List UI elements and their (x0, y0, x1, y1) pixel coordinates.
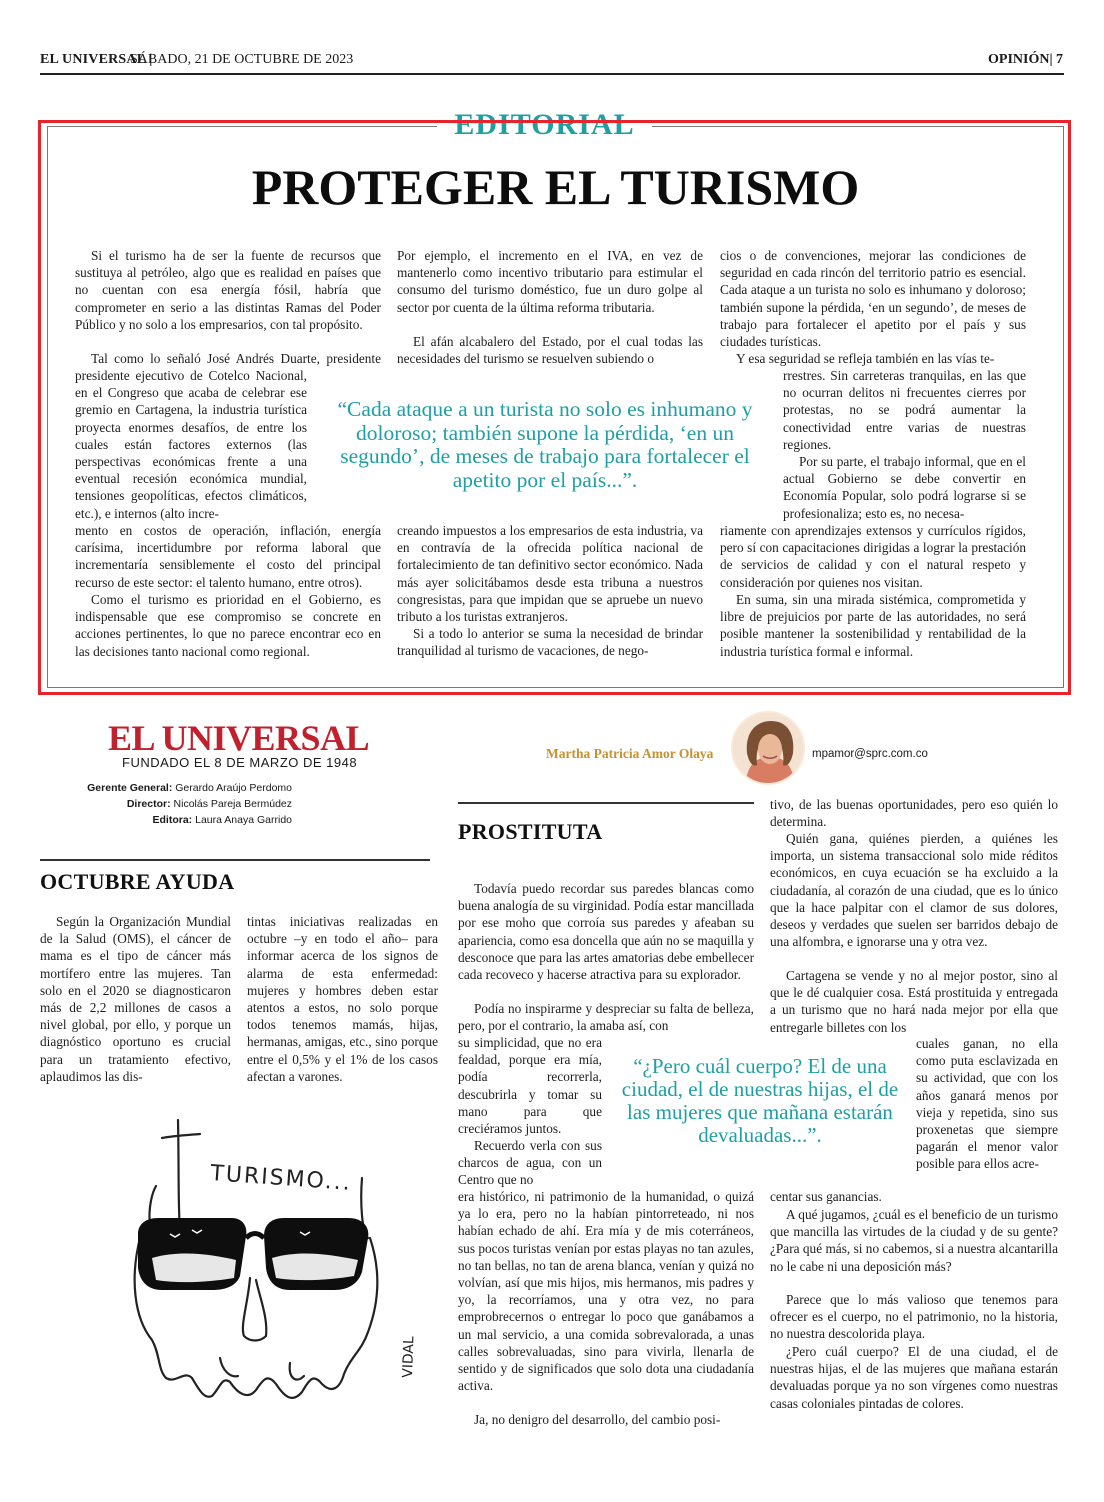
column-paragraph: era histórico, ni patrimonio de la humanidad, o quizá ya lo era, pero no la habían pintorreteado, ni nos habían echado de ahí. Era mía y de mis coterráneos, sus pocos turistas venían por estas playas no tan azules, no tan bellas, no tan de arena blanca, venían y quizá no volvían, así que mis hijos, mis hermanos, mis padres y yo, la recorríamos, una y otra vez, no para emprobrecernos o entregar lo poco que ganábamos a un mal servicio, a una comida sobrevalorada, a unas calles sobrevaluadas, sino para vivirla, llenarla de sentido y de significados que solo dota una ciudadanía activa. (458, 1189, 754, 1394)
octubre-paragraph: Según la Organización Mundial de la Salud (OMS), el cáncer de mama es el tipo de cáncer más mortífero entre las mujeres. Tan solo en el 2020 se diagnosticaron más de 2,2 millones de casos a nivel global, por ello, y porque un diagnóstico oportuno es crucial para un tratamiento efectivo, aplaudimos las dis- (40, 914, 231, 1084)
editorial-paragraph: Tal como lo señaló José Andrés Duarte, presidente (91, 351, 381, 366)
column-paragraph: cuales ganan, no ella como puta esclavizada en su actividad, que con los años ganará menos por vieja y repetida, sino sus proxenetas que siempre pagarán el menor valor posible para ellos acre- (916, 1036, 1058, 1172)
masthead-founded: FUNDADO EL 8 DE MARZO DE 1948 (122, 755, 358, 770)
header-section: OPINIÓN| 7 (988, 52, 1064, 67)
editorial-paragraph: Si el turismo ha de ser la fuente de recursos que sustituya al petróleo, algo que es realidad en países que no cuentan con esa energía fósil, habría que comprometer en serio a las distintas Ramas del Poder Público y no solo a los empresarios, con tal propósito. (75, 248, 381, 332)
header-paper-name: EL UNIVERSAL | (40, 52, 153, 67)
column-paragraph: Todavía puedo recordar sus paredes blancas como buena analogía de su virginidad. Podía estar mancillada por ese moho que corroía sus paredes y afeaban su apariencia, como esa doncella que aún no se maquilla y desconoce que para las artes amatorias debe embellecer cada recoveco y hacerse atractiva para su explorador. (458, 881, 754, 983)
editorial-paragraph: Por su parte, el trabajo informal, que en el actual Gobierno se debe convertir en Economía Popular, solo podrá lograrse si se profesionaliza; esto es, no necesa- (783, 454, 1026, 521)
editorial-paragraph: mento en costos de operación, inflación, energía carísima, incertidumbre por reforma laboral que incrementaría sensiblemente el costo del principal recurso de este sector: el talento humano, entre otros). (75, 523, 381, 590)
cartoon-signature: VIDAL (400, 1335, 418, 1379)
column-paragraph: Quién gana, quiénes pierden, a quiénes les importa, un sistema transaccional solo mide réditos económicos, en cuya ecuación se ha excluido a la ciudadanía, al corazón de una ciudad, que es lo único que la hace palpitar con el clamor de sus dolores, deseos y verdades que suelen ser barridos debajo de una alfombra, e ignorarse una y otra vez. (770, 831, 1058, 950)
highlight-frame (38, 120, 1071, 695)
author-avatar (731, 711, 805, 785)
staff-line: Editora: Laura Anaya Garrido (152, 814, 292, 826)
editorial-paragraph: Si a todo lo anterior se suma la necesidad de brindar tranquilidad al turismo de vacaciones, de nego- (397, 626, 703, 659)
column-paragraph: Podía no inspirarme y despreciar su falta de belleza, pero, por el contrario, la amaba así, con (458, 1001, 754, 1034)
author-email: mpamor@sprc.com.co (812, 748, 928, 760)
editorial-paragraph-wrap: presidente ejecutivo de Cotelco Nacional, en el Congreso que acaba de celebrar ese gremio en Cartagena, la industria turística proyecta enormes desafíos, de entre los cuales están factores externos (las perspectivas económicas frente a una eventual recesión económica mundial, tensiones geopolíticas, efectos climáticos, etc.), e internos (alto incre- (75, 368, 307, 521)
author-name: Martha Patricia Amor Olaya (546, 746, 714, 761)
editorial-paragraph: cios o de convenciones, mejorar las condiciones de seguridad en cada rincón del territorio patrio es esencial. Cada ataque a un turista no solo es inhumano y doloroso; también supone la pérdida, ‘en un segundo’, de meses de trabajo para fortalecer el apetito por el país y sus ciudades turísticas. (720, 248, 1026, 350)
editorial-paragraph: creando impuestos a los empresarios de esta industria, va en contravía de la ofrecida política nacional de fortalecimiento de tan definitivo sector económico. Nada más ayer solicitábamos desde esta tribuna a nuestros congresistas, para que impidan que se apruebe un nuevo tributo a los turistas extranjeros. (397, 523, 703, 625)
column-paragraph: Recuerdo verla con sus charcos de agua, con un Centro que no (458, 1138, 602, 1188)
cartoon-caption: TURISMO... (209, 1161, 353, 1196)
editorial-paragraph: Por ejemplo, el incremento en el IVA, en vez de mantenerlo como incentivo tributario para estimular el consumo del turismo doméstico, fue un duro golpe al sector por cuenta de la última reforma tributaria. (397, 248, 703, 315)
editorial-paragraph: Como el turismo es prioridad en el Gobierno, es indispensable que ese compromiso se concrete en acciones pertinentes, lo que no parece encontrar eco en las decisiones tanto nacional como regional. (75, 592, 381, 659)
editorial-kicker: EDITORIAL (454, 108, 635, 141)
section-rule (40, 859, 430, 861)
editorial-paragraph: El afán alcabalero del Estado, por el cual todas las necesidades del turismo se resuelven subiendo o (397, 334, 703, 367)
column-paragraph: A qué jugamos, ¿cuál es el beneficio de un turismo que mancilla las virtudes de la ciudad y de su gente? ¿Para qué más, si no cabemos, si a nuestra alcantarilla no le cabe ni una deposición más? (770, 1207, 1058, 1274)
octubre-title: OCTUBRE AYUDA (40, 869, 235, 894)
editorial-pull-quote: “Cada ataque a un turista no solo es inhumano y doloroso; también supone la pérdida, ‘en un segundo’, de meses de trabajo para fortalecer el apetito por el país...”. (337, 397, 753, 492)
editorial-paragraph: rrestres. Sin carreteras tranquilas, en las que no ocurran delitos ni frecuentes cierres por protestas, no se podrá aumentar la conectividad entre varias de nuestras regiones. (783, 368, 1026, 452)
column-paragraph: Ja, no denigro del desarrollo, del cambio posi- (474, 1412, 721, 1427)
column-pull-quote: “¿Pero cuál cuerpo? El de una ciudad, el de nuestras hijas, el de las mujeres que mañana estarán devaluadas...”. (621, 1054, 899, 1147)
header-date: SÁBADO, 21 DE OCTUBRE DE 2023 (130, 52, 354, 67)
cartoon-skull (100, 1108, 445, 1423)
column-paragraph: su simplicidad, que no era fealdad, porque era mía, podía recorrerla, descubrirla y tomar su mano para que creciéramos juntos. (458, 1035, 602, 1137)
column-paragraph: ¿Pero cuál cuerpo? El de una ciudad, el de nuestras hijas, el de las mujeres que mañana estarán devaluadas porque ya no son vírgenes como nuestras casas coloniales pintadas de colores. (770, 1344, 1058, 1411)
editorial-title: PROTEGER EL TURISMO (251, 159, 860, 215)
header-rule (40, 73, 1064, 75)
column-paragraph: Parece que lo más valioso que tenemos para ofrecer es el cuerpo, no el patrimonio, no la historia, no nuestra descolorida playa. (770, 1292, 1058, 1342)
section-rule (458, 802, 754, 804)
editorial-paragraph: En suma, sin una mirada sistémica, comprometida y libre de prejuicios por parte de las autoridades, no será posible mantener la sostenibilidad y rentabilidad de la industria turística formal e informal. (720, 592, 1026, 659)
octubre-paragraph: tintas iniciativas realizadas en octubre –y en todo el año– para informar acerca de los signos de alarma de esta enfermedad: mujeres y hombres deben estar atentos a estos, no solo porque todos tenemos mamás, hijas, hermanas, amigas, etc., sino porque entre el 0,5% y el 1% de los casos afectan a varones. (247, 914, 438, 1084)
staff-line: Director: Nicolás Pareja Bermúdez (126, 798, 292, 810)
column-paragraph: Cartagena se vende y no al mejor postor, sino al que le dé cualquier cosa. Está prostituida y entregada a un turismo que no hará nada mejor por ella que entregarle billetes con los (770, 968, 1058, 1035)
column-paragraph: tivo, de las buenas oportunidades, pero eso quién lo determina. (770, 797, 1058, 830)
column-title: PROSTITUTA (458, 819, 603, 844)
column-paragraph: centar sus ganancias. (770, 1189, 882, 1204)
editorial-paragraph: Y esa seguridad se refleja también en las vías te- (736, 351, 995, 366)
staff-line: Gerente General: Gerardo Araújo Perdomo (87, 782, 292, 794)
masthead-logo: EL UNIVERSAL (108, 718, 370, 758)
editorial-paragraph: riamente con aprendizajes extensos y currículos rígidos, pero sí con capacitaciones dirigidas a lograr la prestación de servicios de calidad y con el natural respeto y consideración por quienes nos visitan. (720, 523, 1026, 590)
